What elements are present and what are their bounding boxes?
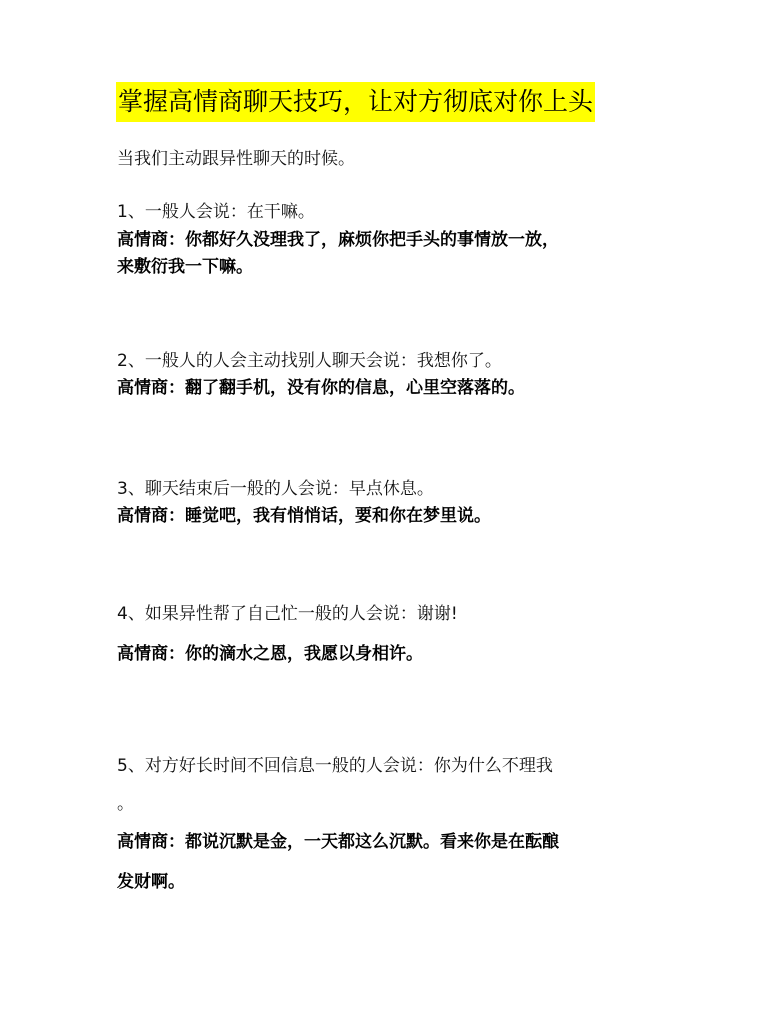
item-4-normal-line-1: 4、如果异性帮了自己忙一般的人会说：谢谢! (117, 604, 458, 624)
item-5-eq-line-1: 高情商：都说沉默是金，一天都这么沉默。看来你是在酝酿 (117, 832, 559, 852)
document-title: 掌握高情商聊天技巧，让对方彻底对你上头 (116, 82, 595, 122)
item-3-eq-line-1: 高情商：睡觉吧，我有悄悄话，要和你在梦里说。 (117, 506, 491, 526)
intro-text: 当我们主动跟异性聊天的时候。 (117, 149, 355, 169)
item-5-normal-line-1: 5、对方好长时间不回信息一般的人会说：你为什么不理我 (117, 756, 553, 776)
item-1-normal-line-1: 1、一般人会说：在干嘛。 (117, 202, 315, 222)
item-1-eq-line-2: 来敷衍我一下嘛。 (117, 257, 253, 277)
item-2-eq-line-1: 高情商：翻了翻手机，没有你的信息，心里空落落的。 (117, 378, 525, 398)
item-5-normal-line-2: 。 (117, 794, 134, 814)
item-4-eq-line-1: 高情商：你的滴水之恩，我愿以身相许。 (117, 644, 423, 664)
item-3-normal-line-1: 3、聊天结束后一般的人会说：早点休息。 (117, 479, 434, 499)
item-5-eq-line-2: 发财啊。 (117, 872, 185, 892)
item-2-normal-line-1: 2、一般人的人会主动找别人聊天会说：我想你了。 (117, 351, 502, 371)
item-1-eq-line-1: 高情商：你都好久没理我了，麻烦你把手头的事情放一放， (117, 230, 559, 250)
